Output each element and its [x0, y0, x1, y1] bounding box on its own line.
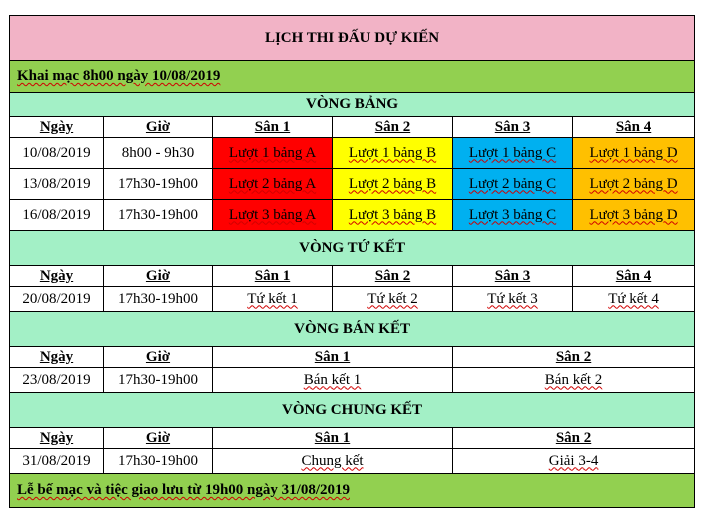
- date-cell: 31/08/2019: [10, 449, 104, 474]
- header-court-2: Sân 2: [333, 117, 453, 138]
- time-cell: 17h30-19h00: [104, 200, 213, 231]
- match-cell: Lượt 1 bảng C: [453, 138, 573, 169]
- header-court-1: Sân 1: [213, 347, 453, 368]
- header-time: Giờ: [104, 266, 213, 287]
- match-cell: Tứ kết 4: [573, 287, 695, 312]
- match-cell: Lượt 3 bảng A: [213, 200, 333, 231]
- header-court-4: Sân 4: [573, 266, 695, 287]
- header-court-3: Sân 3: [453, 117, 573, 138]
- time-cell: 17h30-19h00: [104, 287, 213, 312]
- time-cell: 17h30-19h00: [104, 449, 213, 474]
- header-date: Ngày: [10, 347, 104, 368]
- quarter-final-heading: VÒNG TỨ KẾT: [10, 231, 695, 266]
- date-cell: 20/08/2019: [10, 287, 104, 312]
- match-cell: Giải 3-4: [453, 449, 695, 474]
- match-cell: Lượt 2 bảng B: [333, 169, 453, 200]
- header-court-1: Sân 1: [213, 266, 333, 287]
- header-time: Giờ: [104, 428, 213, 449]
- opening-ceremony-note: Khai mạc 8h00 ngày 10/08/2019: [10, 61, 695, 93]
- table-row: [10, 169, 695, 200]
- final-heading: VÒNG CHUNG KẾT: [10, 393, 695, 428]
- match-cell: Bán kết 2: [453, 368, 695, 393]
- table-row: [10, 138, 695, 169]
- match-cell: Bán kết 1: [213, 368, 453, 393]
- match-cell: Tứ kết 3: [453, 287, 573, 312]
- header-court-3: Sân 3: [453, 266, 573, 287]
- header-date: Ngày: [10, 266, 104, 287]
- header-court-1: Sân 1: [213, 428, 453, 449]
- group-stage-heading: VÒNG BẢNG: [10, 93, 695, 117]
- date-cell: 16/08/2019: [10, 200, 104, 231]
- match-cell: Tứ kết 1: [213, 287, 333, 312]
- time-cell: 17h30-19h00: [104, 368, 213, 393]
- time-cell: 17h30-19h00: [104, 169, 213, 200]
- header-court-2: Sân 2: [333, 266, 453, 287]
- header-court-2: Sân 2: [453, 428, 695, 449]
- match-cell: Tứ kết 2: [333, 287, 453, 312]
- match-cell: Lượt 2 bảng A: [213, 169, 333, 200]
- match-cell: Lượt 3 bảng B: [333, 200, 453, 231]
- header-date: Ngày: [10, 428, 104, 449]
- header-date: Ngày: [10, 117, 104, 138]
- schedule-table: [9, 15, 695, 508]
- header-time: Giờ: [104, 347, 213, 368]
- table-row: [10, 287, 695, 312]
- header-court-1: Sân 1: [213, 117, 333, 138]
- date-cell: 23/08/2019: [10, 368, 104, 393]
- header-court-4: Sân 4: [573, 117, 695, 138]
- semi-final-heading: VÒNG BÁN KẾT: [10, 312, 695, 347]
- date-cell: 10/08/2019: [10, 138, 104, 169]
- time-cell: 8h00 - 9h30: [104, 138, 213, 169]
- date-cell: 13/08/2019: [10, 169, 104, 200]
- match-cell: Lượt 3 bảng C: [453, 200, 573, 231]
- match-cell: Lượt 2 bảng D: [573, 169, 695, 200]
- match-cell: Lượt 1 bảng B: [333, 138, 453, 169]
- match-cell: Lượt 2 bảng C: [453, 169, 573, 200]
- table-row: [10, 368, 695, 393]
- header-court-2: Sân 2: [453, 347, 695, 368]
- header-time: Giờ: [104, 117, 213, 138]
- closing-ceremony-note: Lễ bế mạc và tiệc giao lưu từ 19h00 ngày 31/08/2019: [10, 474, 695, 508]
- match-cell: Lượt 1 bảng A: [213, 138, 333, 169]
- table-row: [10, 200, 695, 231]
- table-row: [10, 449, 695, 474]
- match-cell: Lượt 1 bảng D: [573, 138, 695, 169]
- match-cell: Lượt 3 bảng D: [573, 200, 695, 231]
- page-title: LỊCH THI ĐẤU DỰ KIẾN: [10, 16, 695, 61]
- match-cell: Chung kết: [213, 449, 453, 474]
